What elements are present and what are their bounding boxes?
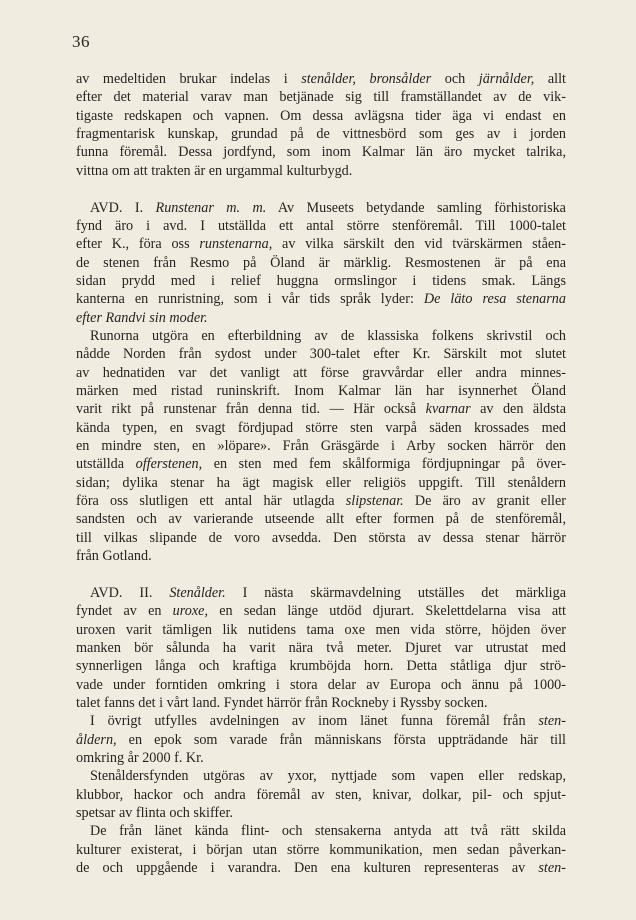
- text-segment: spetsar av flinta och skiffer.: [76, 805, 233, 822]
- text-line: [76, 437, 566, 455]
- text-line: [76, 859, 566, 877]
- text-line: [76, 272, 566, 290]
- text-line: [76, 382, 566, 400]
- text-segment: fyndet av en: [76, 603, 173, 620]
- text-line: [76, 162, 566, 180]
- body-text: [76, 70, 566, 877]
- text-line: [76, 602, 566, 620]
- italic-text: järnålder,: [478, 71, 535, 87]
- text-line: [76, 419, 566, 437]
- text-segment: en sten med fem skålformiga fördjupningar på över-: [202, 456, 566, 473]
- text-line: [76, 639, 566, 657]
- text-line: [76, 290, 566, 308]
- text-line: [76, 767, 566, 785]
- text-line: [76, 88, 566, 106]
- text-segment: av den äldsta: [470, 401, 566, 418]
- text-segment: en sedan länge utdöd djurart. Skelettdelarna visa att: [208, 603, 566, 620]
- italic-text: runstenarna,: [199, 236, 273, 253]
- text-segment: av vilka särskilt den vid tvärskärmen ståen-: [272, 236, 566, 253]
- text-line: [76, 455, 566, 473]
- text-line: [76, 217, 566, 235]
- text-line: [76, 107, 566, 125]
- text-segment: omkring år 2000 f. Kr.: [76, 750, 204, 767]
- text-segment: de stenen från Resmo på Öland är märklig. Resmostenen är på ena: [76, 254, 566, 271]
- paragraph-gap: [76, 565, 566, 584]
- text-segment: I nästa skärmavdelning utställes det märkliga: [225, 584, 566, 601]
- text-segment: De äro av granit eller: [403, 493, 566, 510]
- text-line: [76, 510, 566, 528]
- italic-text: slipstenar.: [345, 493, 404, 510]
- text-segment: kanterna en runristning, som i vår tids språk lyder:: [76, 291, 424, 308]
- text-line: [76, 199, 566, 217]
- text-segment: AVD. I.: [90, 199, 156, 216]
- text-segment: av hednatiden var det vanligt att förse gravvårdar eller andra minnes-: [76, 364, 566, 381]
- text-line: [76, 749, 566, 767]
- italic-text: efter Randvi sin moder.: [76, 309, 208, 326]
- text-line: [76, 235, 566, 253]
- text-segment: och: [431, 71, 479, 87]
- text-segment: fragmentarisk kunskap, grundad på de vittnesbörd som ges av i jorden: [76, 126, 566, 143]
- text-line: [76, 125, 566, 143]
- text-segment: utställda: [76, 456, 136, 473]
- text-segment: sidan; dylika stenar ha ägt magisk eller religiös uppgift. Till stenåldern: [76, 474, 566, 491]
- text-segment: kulturer existerat, i början utan större kommunikation, men sedan påverkan-: [76, 841, 566, 858]
- italic-text: sten-: [538, 860, 566, 877]
- paragraph-gap: [76, 180, 566, 199]
- text-line: [76, 712, 566, 730]
- text-line: [76, 731, 566, 749]
- text-line: [76, 547, 566, 565]
- italic-text: uroxe,: [172, 603, 208, 620]
- text-segment: tigaste redskapen och vapnen. Om dessa avlägsna tider äga vi endast en: [76, 107, 566, 124]
- italic-text: De läto resa stenarna: [423, 291, 566, 308]
- text-segment: allt: [534, 71, 566, 87]
- page-number: 36: [72, 32, 90, 51]
- text-segment: uroxen varit tämligen lik nutidens tama oxe men vida större, höjden över: [76, 621, 566, 638]
- text-line: [76, 400, 566, 418]
- text-line: [76, 676, 566, 694]
- text-line: [76, 529, 566, 547]
- text-segment: efter K., föra oss: [76, 236, 200, 253]
- text-segment: varit rikt på runstenar från denna tid. — Här också: [76, 401, 426, 418]
- text-segment: AVD. II.: [90, 584, 170, 601]
- text-segment: efter det material varav man betjänade sig till framställandet av de vik-: [76, 89, 566, 106]
- text-segment: talet fanns det i vårt land. Fyndet härrör från Rockneby i Ryssby socken.: [76, 695, 488, 711]
- text-line: [76, 694, 566, 712]
- italic-text: offerstenen,: [135, 456, 203, 473]
- italic-text: Runstenar m. m.: [155, 199, 267, 216]
- italic-text: stenålder, bronsålder: [301, 71, 432, 87]
- italic-text: åldern,: [76, 731, 117, 748]
- text-segment: föra oss slutligen ett antal här utlagda: [76, 493, 346, 510]
- text-segment: de och uppgående i varandra. Den ena kulturen representeras av: [76, 860, 539, 877]
- text-segment: I övrigt utfylles avdelningen av inom länet funna föremål från: [90, 713, 539, 730]
- text-line: [76, 584, 566, 602]
- text-line: [76, 474, 566, 492]
- text-line: [76, 309, 566, 327]
- text-line: [76, 657, 566, 675]
- text-line: [76, 804, 566, 822]
- text-line: [76, 492, 566, 510]
- text-line: [76, 143, 566, 161]
- text-segment: till vilkas slipande de voro avsedda. Den största av dessa stenar härrör: [76, 529, 566, 546]
- italic-text: kvarnar: [425, 401, 471, 418]
- text-segment: en epok som varade från människans första uppträdande här till: [116, 731, 566, 748]
- text-line: [76, 364, 566, 382]
- text-segment: funna föremål. Dessa jordfynd, som inom Kalmar län äro mycket talrika,: [76, 144, 566, 161]
- text-line: [76, 70, 566, 88]
- text-line: [76, 822, 566, 840]
- text-line: [76, 327, 566, 345]
- text-segment: från Gotland.: [76, 548, 152, 565]
- text-segment: De från länet kända flint- och stensakerna antyda att två rätt skilda: [90, 823, 566, 840]
- text-line: [76, 786, 566, 804]
- text-line: [76, 254, 566, 272]
- text-segment: nådde Norden från sydost under 300-talet efter Kr. Särskilt mot slutet: [76, 346, 566, 363]
- text-segment: fynd äro i avd. I utställda ett antal större stenföremål. Till 1000-talet: [76, 217, 566, 234]
- italic-text: Stenålder.: [169, 584, 226, 601]
- text-segment: manken bör sålunda ha varit nära två meter. Djuret var utrustat med: [76, 639, 566, 656]
- text-segment: vade under forntiden omkring i stora delar av Europa och ännu på 1000-: [76, 676, 566, 693]
- text-line: [76, 345, 566, 363]
- text-segment: Av Museets betydande samling förhistoriska: [266, 199, 566, 216]
- text-segment: av medeltiden brukar indelas i: [76, 71, 302, 87]
- text-segment: Stenåldersfynden utgöras av yxor, nyttjade som vapen eller redskap,: [90, 768, 566, 785]
- text-segment: sandsten och av varierande utseende allt efter formen på de stenföremål,: [76, 511, 566, 528]
- text-segment: klubbor, hackor och andra föremål av sten, knivar, dolkar, pil- och spjut-: [76, 786, 566, 803]
- text-segment: märken med ristad runinskrift. Inom Kalmar län har isynnerhet Öland: [76, 383, 566, 399]
- text-segment: synnerligen långa och kraftiga krumböjda horn. Detta ståtliga djur strö-: [76, 658, 566, 675]
- text-segment: en mindre sten, en »löpare». Från Gräsgärde i Arby socken härrör den: [76, 438, 566, 455]
- text-segment: sidan prydd med i relief huggna ormslingor i tidens smak. Längs: [76, 272, 566, 289]
- text-line: [76, 841, 566, 859]
- text-segment: Runorna utgöra en efterbildning av de klassiska folkens skrivstil och: [90, 327, 566, 344]
- italic-text: sten-: [538, 713, 566, 730]
- text-segment: kända typen, en svagt fördjupad större sten varpå säden krossades med: [76, 419, 566, 436]
- text-segment: vittna om att trakten är en urgammal kulturbygd.: [76, 162, 353, 179]
- text-line: [76, 621, 566, 639]
